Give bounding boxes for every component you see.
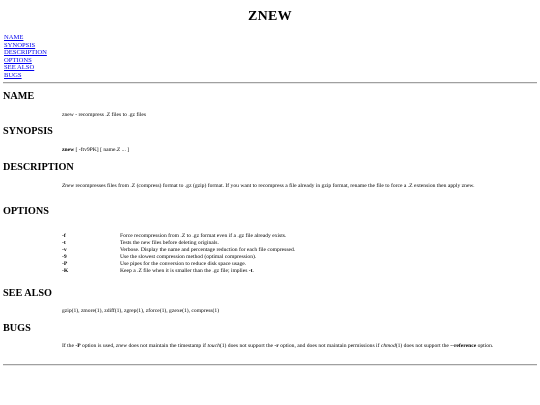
description-text — [62, 183, 534, 190]
synopsis-command: znew — [62, 147, 75, 153]
bugs-flag: -r — [274, 343, 279, 349]
description-body: recompresses files from .Z (compress) format to .gz (gzip) format. If you want to recompress a file already in gzip format, rename the file to force a .Z extension then apply znew. — [74, 183, 475, 189]
description-lead: Znew — [62, 183, 75, 189]
bugs-flag: --reference — [450, 343, 477, 349]
option-desc: Use the slowest compression method (optimal compression). — [120, 254, 257, 261]
toc-link-options[interactable]: OPTIONS — [4, 56, 32, 64]
bugs-command: znew — [115, 343, 128, 349]
bugs-flag: -P — [75, 343, 81, 349]
bugs-text-part: (1) does not support the — [219, 343, 275, 349]
bugs-command: chmod — [380, 343, 396, 349]
toc-link-name[interactable]: NAME — [4, 34, 24, 41]
option-desc — [120, 268, 295, 275]
synopsis-text — [62, 147, 534, 154]
name-text: znew - recompress .Z files to .gz files — [62, 112, 147, 118]
toc-link-bugs[interactable]: BUGS — [4, 71, 22, 79]
option-flag: -9 — [62, 254, 67, 261]
option-desc: Use pipes for the conversion to reduce disk space usage. — [120, 261, 247, 268]
bugs-command: touch — [207, 343, 220, 349]
table-of-contents — [4, 34, 47, 80]
options-table — [62, 233, 295, 276]
option-flag: -P — [62, 261, 68, 268]
toc-link-description[interactable]: DESCRIPTION — [4, 49, 47, 57]
toc-link-synopsis[interactable]: SYNOPSIS — [4, 41, 36, 49]
option-desc-text: Keep a .Z file when it is smaller than the .gz file; implies — [120, 268, 249, 275]
see-also-text: gzip(1), zmore(1), zdiff(1), zgrep(1), zforce(1), gzexe(1), compress(1) — [62, 308, 220, 314]
page-title: ZNEW — [248, 9, 292, 24]
option-flag: -t — [62, 240, 66, 247]
bugs-heading: BUGS — [3, 323, 31, 334]
bugs-text-part: (1) does not support the — [395, 343, 451, 349]
bugs-text-part: option, and does not maintain permissions if — [278, 343, 381, 349]
toc-link-see-also[interactable]: SEE ALSO — [4, 64, 35, 72]
bugs-text-part: option is used, — [80, 343, 116, 349]
option-desc: Verbose. Display the name and percentage reduction for each file compressed. — [120, 247, 296, 254]
option-flag: -v — [62, 247, 67, 254]
name-heading: NAME — [3, 91, 35, 102]
bugs-text-part: If the — [62, 343, 76, 349]
option-desc: Force recompression from .Z to .gz format even if a .gz file already exists. — [120, 233, 287, 239]
synopsis-args: [ -ftv9PK] [ name.Z ... ] — [74, 147, 130, 153]
bugs-text — [62, 343, 534, 350]
option-flag: -K — [62, 268, 69, 275]
option-flag: -f — [62, 233, 66, 239]
options-heading: OPTIONS — [3, 206, 49, 217]
option-row — [62, 268, 295, 275]
top-divider — [3, 82, 537, 84]
synopsis-heading: SYNOPSIS — [3, 126, 53, 137]
option-desc-end: . — [252, 268, 254, 275]
option-desc-flag: -t — [248, 268, 253, 275]
bottom-divider — [3, 364, 537, 366]
option-desc: Tests the new files before deleting originals. — [120, 240, 219, 247]
see-also-heading: SEE ALSO — [3, 288, 52, 299]
bugs-text-part: option. — [476, 343, 494, 349]
bugs-text-part: does not maintain the timestamp if — [127, 343, 208, 349]
description-heading: DESCRIPTION — [3, 162, 74, 173]
